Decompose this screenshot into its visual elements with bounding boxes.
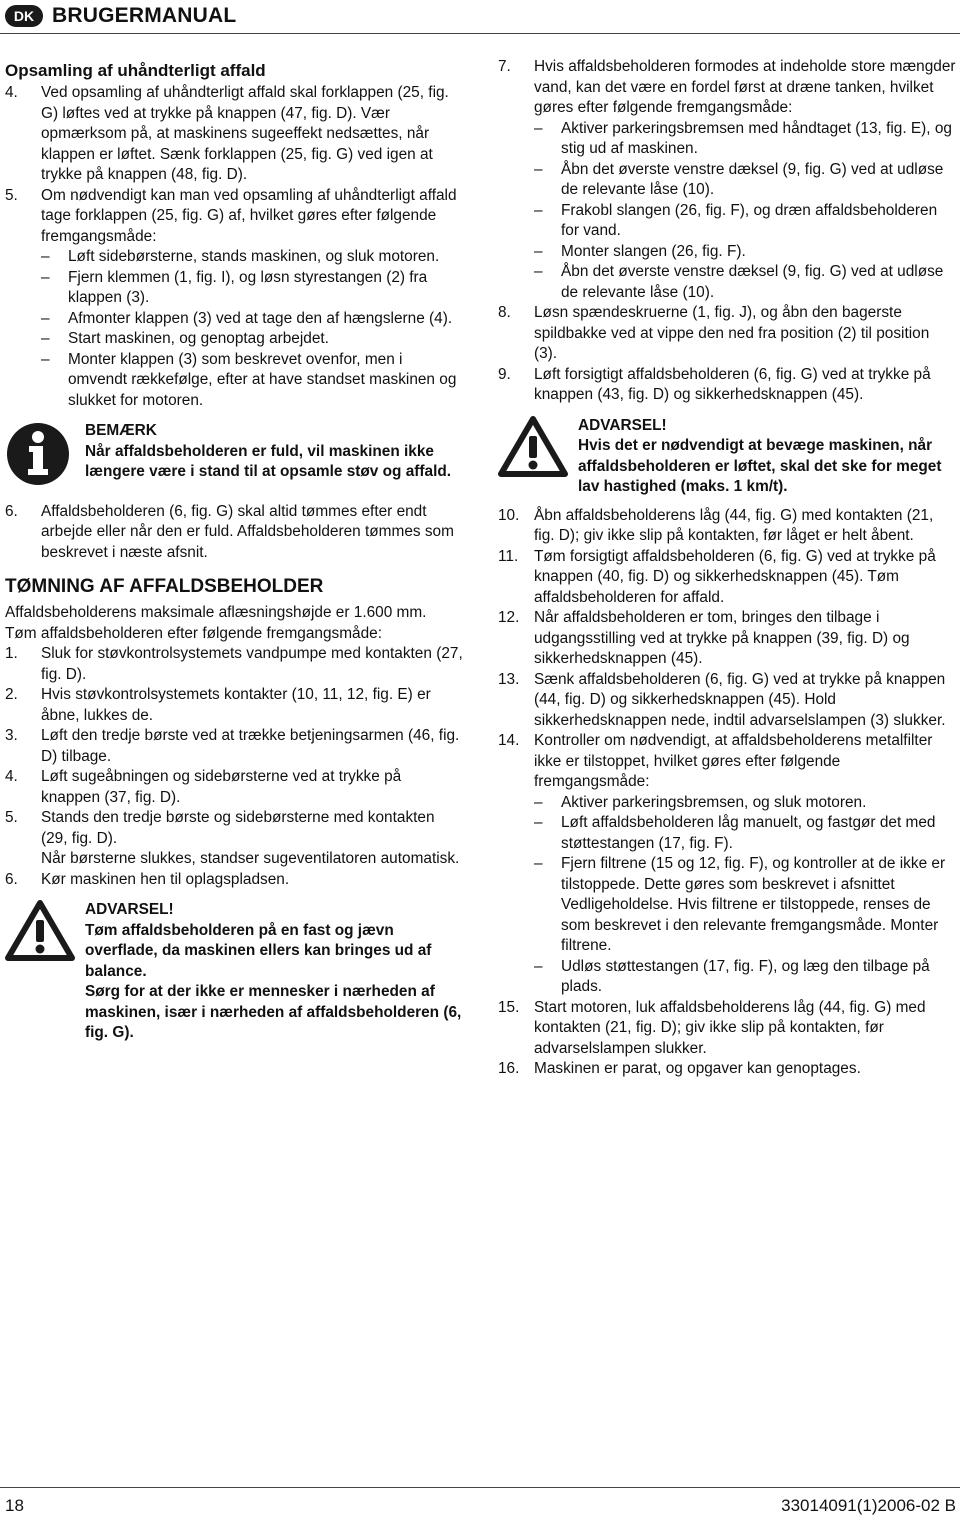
- step-number: 7.: [498, 58, 511, 75]
- left-column: [5, 57, 463, 1052]
- dash-marker: –: [534, 201, 543, 219]
- bullet-text: Åbn det øverste venstre dæksel (9, fig. G) ved at udløse de relevante låse (10).: [561, 263, 944, 301]
- bullet-text: Løft affaldsbeholderen låg manuelt, og fastgør det med støttestangen (17, fig. F).: [561, 814, 936, 852]
- step-text: Hvis affaldsbeholderen formodes at indeholde store mængder vand, kan det være en fordel først at dræne tanken, hvilket gøres efter følgende fremgangsmåde:: [534, 58, 956, 116]
- bullet-text: Fjern klemmen (1, fig. I), og løsn styrestangen (2) fra klappen (3).: [68, 268, 428, 306]
- step-text: Kontroller om nødvendigt, at affaldsbeholderens metalfilter ikke er tilstoppet, hvilket gøres efter følgende fremgangsmåde:: [534, 732, 933, 790]
- warning-label: ADVARSEL!: [85, 901, 174, 918]
- dash-marker: –: [534, 957, 543, 975]
- step-number: 4.: [5, 768, 18, 785]
- warning-text: Sørg for at der ikke er mennesker i nærheden af maskinen, især i nærheden af affaldsbeholderen (6, fig. G).: [85, 983, 462, 1041]
- bullet-text: Udløs støttestangen (17, fig. F), og læg den tilbage på plads.: [561, 957, 930, 995]
- dash-marker: –: [41, 248, 50, 265]
- intro-text: Tøm affaldsbeholderen efter følgende fremgangsmåde:: [5, 624, 382, 642]
- note-box: [5, 421, 463, 494]
- list-item-step9: [498, 365, 956, 406]
- footer-divider: [0, 1487, 960, 1488]
- list-item: [5, 644, 463, 685]
- list-item: [5, 870, 463, 891]
- list-item: [5, 808, 463, 849]
- list-item-step5: [5, 186, 463, 248]
- step-text: Åbn affaldsbeholderens låg (44, fig. G) med kontakten (21, fig. D); giv ikke slip på kontakten, før låget er helt åbent.: [534, 506, 934, 544]
- warning-label: ADVARSEL!: [578, 416, 667, 434]
- step-number: 5.: [5, 186, 18, 204]
- right-column: [498, 57, 956, 1080]
- bullet-text: Frakobl slangen (26, fig. F), og dræn affaldsbeholderen for vand.: [561, 201, 938, 239]
- list-item-step4: [5, 83, 463, 186]
- step-text: Kør maskinen hen til oplagspladsen.: [41, 870, 290, 888]
- page-header: [0, 0, 960, 36]
- list-item: [5, 685, 463, 726]
- step-text: Løft sugeåbningen og sidebørsterne ved at trykke på knappen (37, fig. D).: [41, 768, 402, 806]
- step-text: Tøm forsigtigt affaldsbeholderen (6, fig. G) ved at trykke på knappen (40, fig. D) og sikkerhedsknappen (45). Tøm affaldsbeholderen for affald.: [534, 547, 936, 606]
- bullet-text: Monter slangen (26, fig. F).: [561, 242, 746, 260]
- step-text: Start motoren, luk affaldsbeholderens låg (44, fig. G) med kontakten (21, fig. D); giv ikke slip på kontakten, før advarselslampen slukker.: [534, 998, 926, 1057]
- list-item: [498, 731, 956, 793]
- dash-marker: –: [534, 263, 543, 280]
- list-item: [5, 726, 463, 767]
- header-divider: [0, 33, 960, 34]
- note-label: BEMÆRK: [85, 422, 157, 439]
- bullet-item: [534, 242, 956, 263]
- bullet-text: Aktiver parkeringsbremsen med håndtaget (13, fig. E), og stig ud af maskinen.: [561, 119, 952, 157]
- bullet-text: Aktiver parkeringsbremsen, og sluk motoren.: [561, 793, 867, 811]
- list-item: [498, 547, 956, 609]
- language-badge: DK: [5, 5, 43, 27]
- warning-box: [5, 900, 463, 1044]
- bullet-item: [534, 119, 956, 160]
- dash-marker: –: [534, 160, 543, 178]
- step-number: 11.: [498, 547, 519, 565]
- bullet-item: [534, 957, 956, 998]
- bullet-text: Fjern filtrene (15 og 12, fig. F), og kontroller at de ikke er tilstoppede. Dette gøres som beskrevet i afsnittet Vedligeholdelse. Hvis filtrene er tilstoppede, renses de som beskrevet i den relevante fremgangsmåde. Monter filtrene.: [561, 855, 946, 954]
- note-body: [85, 421, 463, 494]
- section-heading-bulky-waste: Opsamling af uhåndterligt affald: [5, 61, 266, 80]
- step-text: Stands den tredje børste og sidebørsterne med kontakten (29, fig. D).: [41, 809, 435, 847]
- bullet-item: [534, 160, 956, 201]
- bullet-item: [41, 329, 463, 350]
- bullet-item: [41, 247, 463, 268]
- step-number: 13.: [498, 670, 520, 688]
- bullet-item: [534, 854, 956, 957]
- bullet-text: Løft sidebørsterne, stands maskinen, og sluk motoren.: [68, 248, 440, 265]
- step-text: Hvis støvkontrolsystemets kontakter (10, 11, 12, fig. E) er åbne, lukkes de.: [41, 686, 431, 724]
- bullet-text: Start maskinen, og genoptag arbejdet.: [68, 330, 329, 347]
- list-item: [498, 1059, 956, 1080]
- step-number: [5, 849, 41, 870]
- dash-marker: –: [41, 330, 50, 347]
- dash-marker: –: [41, 309, 50, 327]
- step-text: Om nødvendigt kan man ved opsamling af uhåndterligt affald tage forklappen (25, fig. G) af, hvilket gøres efter følgende fremgangsmåde:: [41, 186, 457, 245]
- dash-marker: –: [534, 793, 543, 811]
- step-text: Når børsterne slukkes, standser sugeventilatoren automatisk.: [41, 850, 460, 867]
- document-number: 33014091(1)2006-02 B: [781, 1496, 956, 1515]
- list-item-step6: [5, 502, 463, 564]
- warning-icon: [498, 416, 578, 498]
- bullet-text: Åbn det øverste venstre dæksel (9, fig. G) ved at udløse de relevante låse (10).: [561, 160, 944, 198]
- list-item: [5, 849, 463, 870]
- dash-marker: –: [41, 268, 50, 286]
- step-number: 12.: [498, 609, 520, 626]
- warning-body: [578, 416, 956, 498]
- step-number: 15.: [498, 998, 520, 1016]
- page-number: 18: [5, 1496, 24, 1515]
- bullet-text: Afmonter klappen (3) ved at tage den af hængslerne (4).: [68, 309, 453, 327]
- warning-text: Tøm affaldsbeholderen på en fast og jævn overflade, da maskinen ellers kan bringes ud af balance.: [85, 921, 432, 980]
- list-item-step7: [498, 57, 956, 119]
- step-text: Løft den tredje børste ved at trække betjeningsarmen (46, fig. D) tilbage.: [41, 727, 460, 765]
- bullet-item: [41, 309, 463, 330]
- intro-text: Affaldsbeholderens maksimale aflæsningshøjde er 1.600 mm.: [5, 604, 427, 621]
- step-number: 9.: [498, 365, 511, 383]
- warning-text: Hvis det er nødvendigt at bevæge maskinen, når affaldsbeholderen er løftet, skal det ske for meget lav hastighed (maks. 1 km/t).: [578, 437, 942, 495]
- step-number: 2.: [5, 686, 18, 703]
- step-text: Affaldsbeholderen (6, fig. G) skal altid tømmes efter endt arbejde eller når den er fuld. Affaldsbeholderen tømmes som beskrevet i næste afsnit.: [41, 502, 454, 561]
- step-number: 6.: [5, 870, 18, 888]
- step-number: 5.: [5, 809, 18, 826]
- step-text: Løft forsigtigt affaldsbeholderen (6, fig. G) ved at trykke på knappen (43, fig. D) og sikkerhedsknappen (45).: [534, 365, 931, 403]
- step-number: 3.: [5, 727, 18, 744]
- list-item: [498, 608, 956, 670]
- step-number: 16.: [498, 1060, 520, 1077]
- step-text: Når affaldsbeholderen er tom, bringes den tilbage i udgangsstilling ved at trykke på knappen (39, fig. D) og sikkerhedsknappen (45).: [534, 609, 910, 667]
- step-number: 1.: [5, 645, 18, 662]
- step-text: Sluk for støvkontrolsystemets vandpumpe med kontakten (27, fig. D).: [41, 645, 463, 683]
- bullet-item: [41, 350, 463, 412]
- info-icon: [5, 421, 85, 494]
- step-number: 10.: [498, 506, 520, 524]
- step-text: Sænk affaldsbeholderen (6, fig. G) ved at trykke på knappen (44, fig. D) og sikkerhedsknappen (45). Hold sikkerhedsknappen nede, indtil advarselslampen (3) slukker.: [534, 670, 946, 729]
- step-text: Ved opsamling af uhåndterligt affald skal forklappen (25, fig. G) løftes ved at trykke på knappen (47, fig. D). Vær opmærksom på, at maskinens sugeeffekt nedsættes, når klappen er løftet. Sænk forklappen (25, fig. G) ved igen at trykke på knappen (48, fig. D).: [41, 84, 449, 183]
- bullet-item: [534, 201, 956, 242]
- warning-box: [498, 416, 956, 498]
- step-number: 14.: [498, 732, 520, 749]
- step-text: Løsn spændeskruerne (1, fig. J), og åbn den bagerste spildbakke ved at vippe den ned fra position (2) til position (3).: [534, 304, 930, 362]
- list-item: [498, 998, 956, 1060]
- dash-marker: –: [41, 350, 50, 368]
- dash-marker: –: [534, 242, 543, 260]
- bullet-item: [534, 262, 956, 303]
- list-item: [498, 506, 956, 547]
- list-item-step8: [498, 303, 956, 365]
- note-text: Når affaldsbeholderen er fuld, vil maskinen ikke længere være i stand til at opsamle støv og affald.: [85, 442, 452, 480]
- bullet-text: Monter klappen (3) som beskrevet ovenfor, men i omvendt rækkefølge, efter at have standset maskinen og slukket for motoren.: [68, 350, 457, 409]
- list-item: [498, 670, 956, 732]
- step-text: Maskinen er parat, og opgaver kan genoptages.: [534, 1060, 861, 1077]
- list-item: [5, 767, 463, 808]
- dash-marker: –: [534, 119, 543, 137]
- warning-body: [85, 900, 463, 1044]
- warning-icon: [5, 900, 85, 1044]
- document-title: BRUGERMANUAL: [52, 4, 237, 27]
- step-number: 4.: [5, 84, 18, 101]
- dash-marker: –: [534, 814, 543, 831]
- step-number: 6.: [5, 502, 18, 520]
- section-heading-emptying: TØMNING AF AFFALDSBEHOLDER: [5, 576, 324, 597]
- bullet-item: [534, 813, 956, 854]
- step-number: 8.: [498, 304, 511, 321]
- dash-marker: –: [534, 855, 543, 872]
- bullet-item: [41, 268, 463, 309]
- bullet-item: [534, 793, 956, 814]
